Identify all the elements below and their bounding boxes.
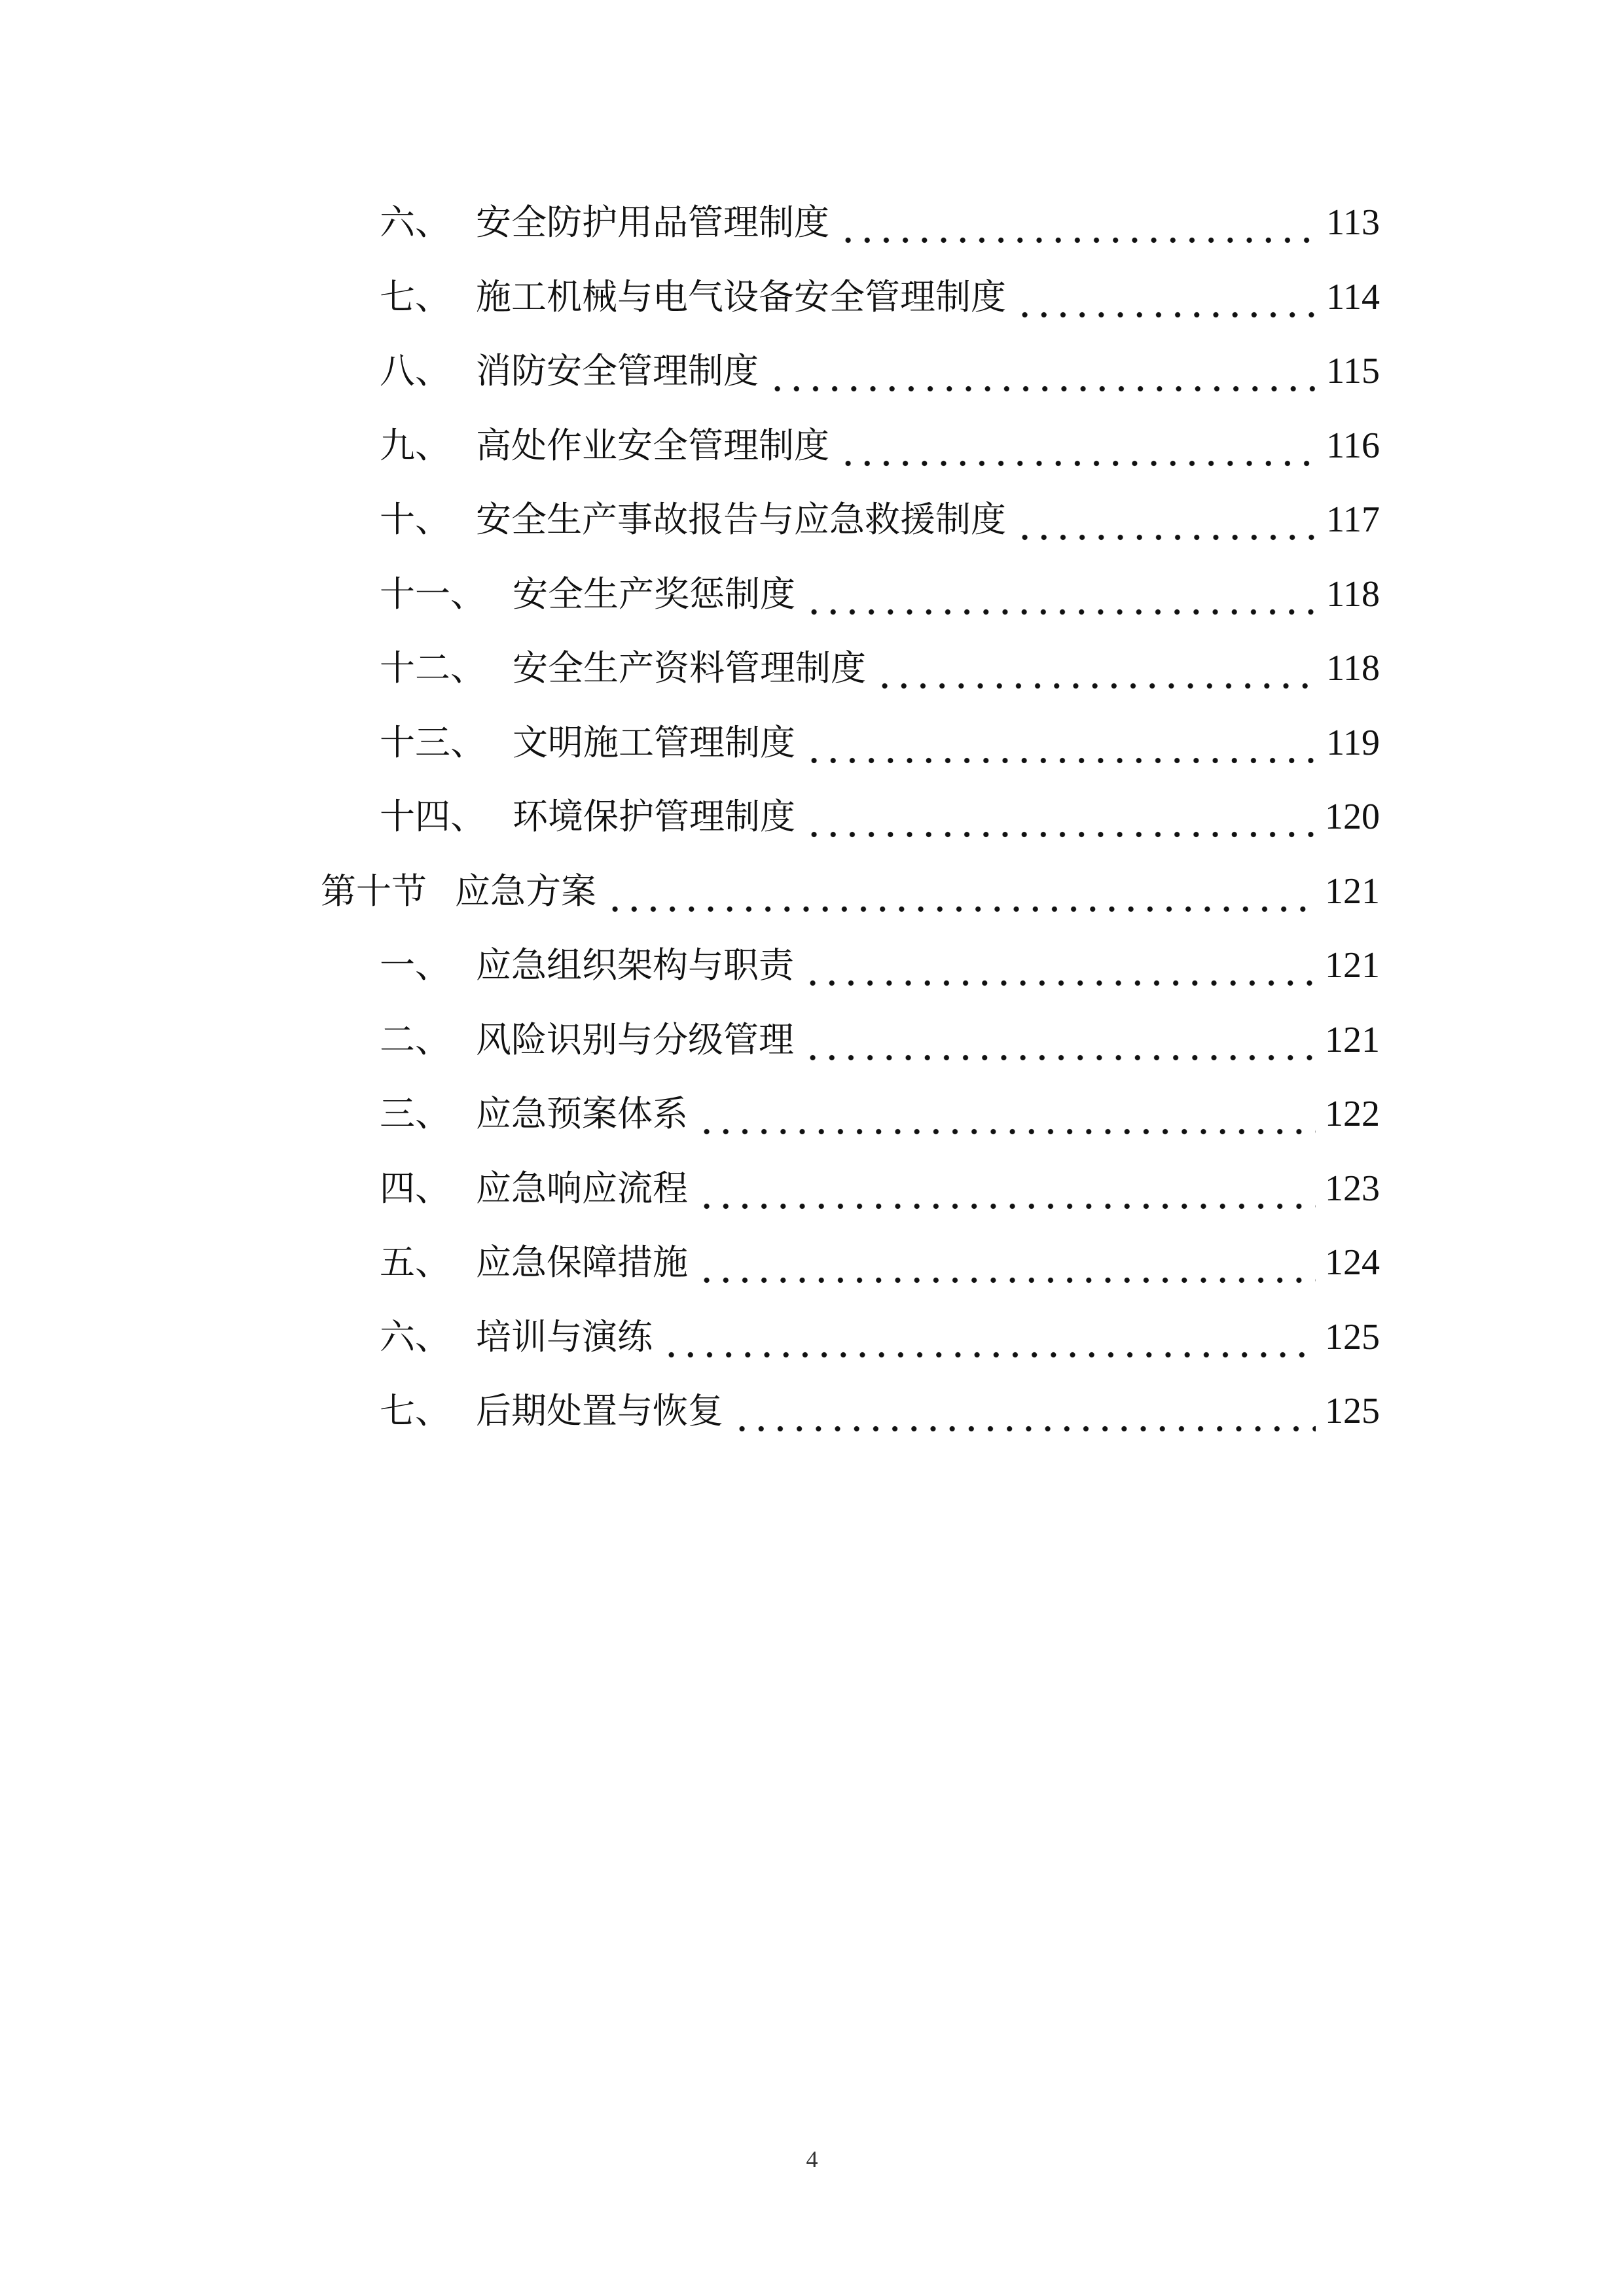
toc-entry-page: 118	[1326, 574, 1380, 615]
toc-entry[interactable]	[380, 1088, 1380, 1140]
toc-entry-title: 施工机械与电气设备安全管理制度	[476, 276, 1006, 317]
dot-leader	[768, 345, 1317, 397]
dot-leader	[875, 642, 1317, 694]
toc-entry-page: 125	[1325, 1391, 1380, 1431]
dot-leader	[804, 568, 1317, 620]
dot-leader	[839, 196, 1317, 249]
toc-entry-number: 第十节	[321, 870, 427, 912]
toc-entry[interactable]	[380, 717, 1380, 769]
toc-entry-title: 应急预案体系	[476, 1093, 688, 1134]
toc-entry-page: 116	[1326, 425, 1380, 466]
dot-leader	[839, 420, 1317, 472]
dot-leader	[697, 1236, 1316, 1289]
toc-entry[interactable]	[380, 1162, 1380, 1215]
toc-entry-number: 十一、	[380, 573, 486, 615]
dot-leader	[605, 865, 1316, 918]
toc-entry-page: 118	[1326, 648, 1380, 689]
toc-entry-title: 应急保障措施	[476, 1242, 688, 1283]
toc-entry-title: 风险识别与分级管理	[476, 1019, 794, 1060]
dot-leader	[803, 1014, 1316, 1066]
toc-entry-title: 安全生产事故报告与应急救援制度	[476, 499, 1006, 540]
toc-entry-page: 114	[1326, 277, 1380, 317]
toc-entry-page: 124	[1325, 1242, 1380, 1283]
toc-entry-number: 七、	[380, 276, 450, 317]
page-number: 4	[806, 2146, 818, 2172]
toc-entry[interactable]	[380, 196, 1380, 249]
toc-entry[interactable]	[380, 568, 1380, 620]
toc-entry-page: 125	[1325, 1317, 1380, 1357]
toc-entry-title: 应急方案	[455, 870, 596, 912]
toc-entry-title: 安全生产资料管理制度	[513, 647, 866, 689]
toc-entry[interactable]	[380, 271, 1380, 323]
toc-entry-number: 十二、	[380, 647, 486, 689]
toc-entry[interactable]	[380, 1236, 1380, 1289]
toc-entry-number: 六、	[380, 1316, 450, 1357]
toc-entry-title: 安全防护用品管理制度	[476, 202, 829, 243]
toc-entry-page: 115	[1326, 351, 1380, 391]
toc-entry-number: 四、	[380, 1168, 450, 1209]
toc-entry[interactable]	[380, 791, 1380, 843]
toc-entry-page: 119	[1326, 723, 1380, 763]
toc-entry-title: 安全生产奖惩制度	[513, 573, 795, 615]
toc-entry-number: 十三、	[380, 722, 486, 763]
toc-entry-title: 消防安全管理制度	[476, 350, 759, 391]
toc-entry[interactable]	[380, 642, 1380, 694]
dot-leader	[732, 1385, 1316, 1437]
toc-entry-number: 七、	[380, 1390, 450, 1431]
toc-entry-page: 121	[1325, 1020, 1380, 1060]
toc-entry-title: 后期处置与恢复	[476, 1390, 723, 1431]
toc-entry-number: 二、	[380, 1019, 450, 1060]
toc-entry-number: 六、	[380, 202, 450, 243]
dot-leader	[1015, 493, 1317, 546]
toc-entry-title: 应急组织架构与职责	[476, 944, 794, 986]
dot-leader	[662, 1311, 1316, 1363]
toc-entry-page: 121	[1325, 945, 1380, 986]
toc-entry-page: 121	[1325, 871, 1380, 912]
toc-entry-page: 122	[1325, 1094, 1380, 1134]
toc-entry[interactable]	[380, 493, 1380, 546]
toc-entry-title: 高处作业安全管理制度	[476, 425, 829, 466]
toc-entry-number: 三、	[380, 1093, 450, 1134]
toc-entry-number: 八、	[380, 350, 450, 391]
toc-entry-page: 123	[1325, 1168, 1380, 1209]
toc-entry[interactable]	[380, 1385, 1380, 1437]
toc-entry-number: 一、	[380, 944, 450, 986]
toc-entry-number: 五、	[380, 1242, 450, 1283]
toc-entry-title: 培训与演练	[476, 1316, 653, 1357]
toc-entry[interactable]	[380, 1014, 1380, 1066]
dot-leader	[804, 791, 1316, 843]
toc-entry[interactable]	[380, 939, 1380, 992]
toc-entry-page: 117	[1326, 499, 1380, 540]
dot-leader	[697, 1162, 1316, 1215]
toc-entry-page: 120	[1325, 797, 1380, 837]
dot-leader	[1015, 271, 1317, 323]
toc-entry-title: 应急响应流程	[476, 1168, 688, 1209]
dot-leader	[804, 717, 1317, 769]
toc-entry[interactable]	[380, 345, 1380, 397]
toc-entry[interactable]	[380, 420, 1380, 472]
toc-entry[interactable]	[380, 1311, 1380, 1363]
toc-entry-number: 九、	[380, 425, 450, 466]
toc-entry-title: 环境保护管理制度	[513, 796, 795, 837]
dot-leader	[697, 1088, 1316, 1140]
toc-entry-number: 十四、	[380, 796, 486, 837]
toc-entry-number: 十、	[380, 499, 450, 540]
toc-entry-title: 文明施工管理制度	[513, 722, 795, 763]
toc-section-entry[interactable]	[321, 865, 1380, 918]
dot-leader	[803, 939, 1316, 992]
toc-entry-page: 113	[1326, 202, 1380, 243]
